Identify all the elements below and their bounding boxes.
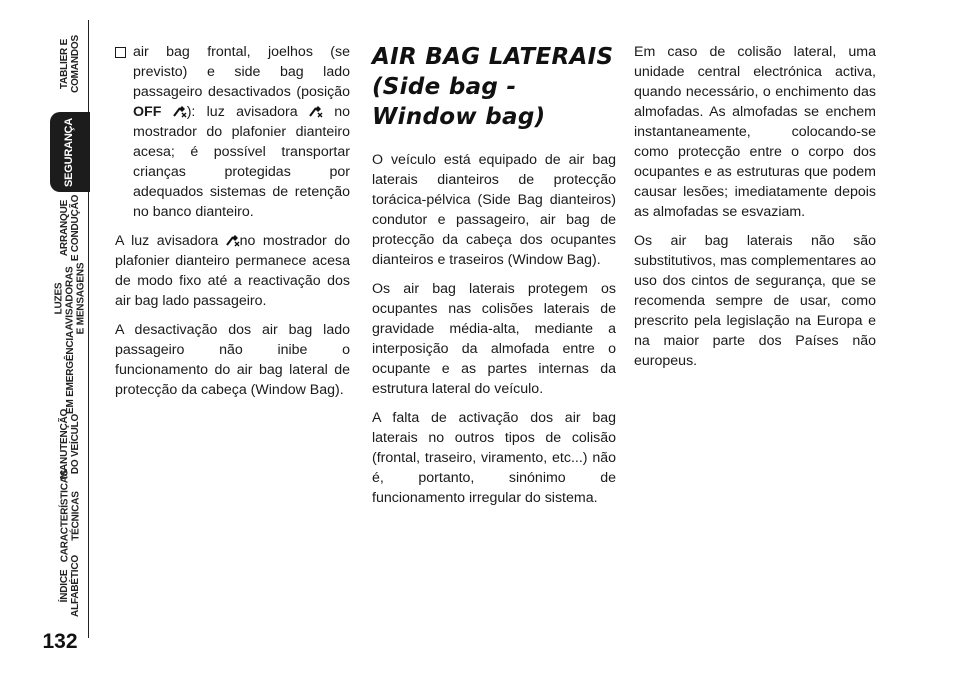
tab-label: E MENSAGENS: [75, 262, 87, 334]
paragraph: O veículo está equipado de air bag laterais dianteiros de protecção torácica-pélvica (Side Bag dianteiros) condutor e passageiro, air bag de protecção da cabeça dos ocupantes dianteiros e traseiros (Window Bag).: [372, 152, 616, 268]
paragraph: A luz avisadora no mostrador do plafonier dianteiro permanece acesa de modo fixo até a reactivação dos air bag lado passageiro.: [115, 233, 350, 309]
airbag-off-icon: [173, 105, 187, 118]
off-keyword: OFF: [133, 104, 162, 120]
tab-label: DO VEÍCULO: [70, 413, 81, 475]
tab-label: EM EMERGÊNCIA: [64, 330, 76, 414]
paragraph: Os air bag laterais protegem os ocupantes nas colisões laterais de gravidade média-alta, mediante a interposição da almofada entre o ocupante e as partes internas da estrutura lateral do veículo.: [372, 281, 616, 397]
tab-label: TABLIER E: [59, 38, 70, 90]
tab-seguranca[interactable]: [50, 112, 90, 192]
tab-label: SEGURANÇA: [63, 117, 76, 187]
paragraph: A desactivação dos air bag lado passageiro não inibe o funcionamento do air bag lateral de protecção da cabeça (Window Bag).: [115, 322, 350, 398]
tab-label: COMANDOS: [70, 35, 81, 93]
tab-luzes-avisadoras[interactable]: [48, 262, 92, 334]
airbag-off-icon: [226, 234, 240, 247]
tab-label: ARRANQUE: [59, 199, 70, 257]
tab-label: E CONDUÇÃO: [70, 194, 81, 262]
tab-em-emergencia[interactable]: [48, 330, 92, 414]
tab-label: MANUTENÇÃO: [59, 408, 70, 480]
tab-label: CARACTERÍSTICAS: [59, 469, 70, 563]
tab-tablier-comandos[interactable]: [48, 28, 92, 100]
airbag-off-icon: [309, 105, 323, 118]
page-number: 132: [42, 630, 78, 653]
tab-label: TÉCNICAS: [70, 491, 81, 541]
tab-caracteristicas-tecnicas[interactable]: [48, 469, 92, 563]
bullet-item: air bag frontal, joelhos (se previsto) e side bag lado passageiro desactivados (posição OFF ): luz avisadora no mostrador do plafonier dianteiro acesa; é possível transportar crianças protegidas por adequados sistemas de retenção no banco dianteiro.: [115, 42, 350, 222]
tab-label: AVISADORAS: [64, 266, 76, 330]
paragraph: A falta de activação dos air bag laterais no outros tipos de colisão (frontal, traseiro, viramento, etc...) não é, portanto, sinónimo de funcionamento irregular do sistema.: [372, 410, 616, 506]
section-heading: AIR BAG LATERAIS (Side bag - Window bag): [372, 44, 614, 130]
tab-label: ALFABÉTICO: [70, 555, 82, 617]
checkbox-bullet-icon: [115, 47, 126, 58]
tab-label: ÍNDICE: [59, 569, 71, 603]
column-1: [115, 42, 350, 409]
section-tabs: [0, 0, 100, 692]
paragraph: Em caso de colisão lateral, uma unidade central electrónica activa, quando necessário, o enchimento das almofadas. As almofadas se enchem instantaneamente, colocando-se como protecção entre o corpo dos ocupantes e as estruturas que podem causar lesões; imediatamente depois as almofadas se esvaziam.: [634, 44, 876, 220]
tab-arranque-conducao[interactable]: [48, 192, 92, 264]
tab-label: LUZES: [53, 282, 65, 314]
column-2: [372, 42, 616, 517]
tab-indice-alfabetico[interactable]: [48, 550, 92, 622]
paragraph: Os air bag laterais não são substitutivos, mas complementares ao uso dos cintos de segurança, que se recomenda sempre de usar, como prescrito pela legislação na Europa e na maior parte dos Países não europeus.: [634, 233, 876, 369]
column-3: [634, 42, 876, 380]
